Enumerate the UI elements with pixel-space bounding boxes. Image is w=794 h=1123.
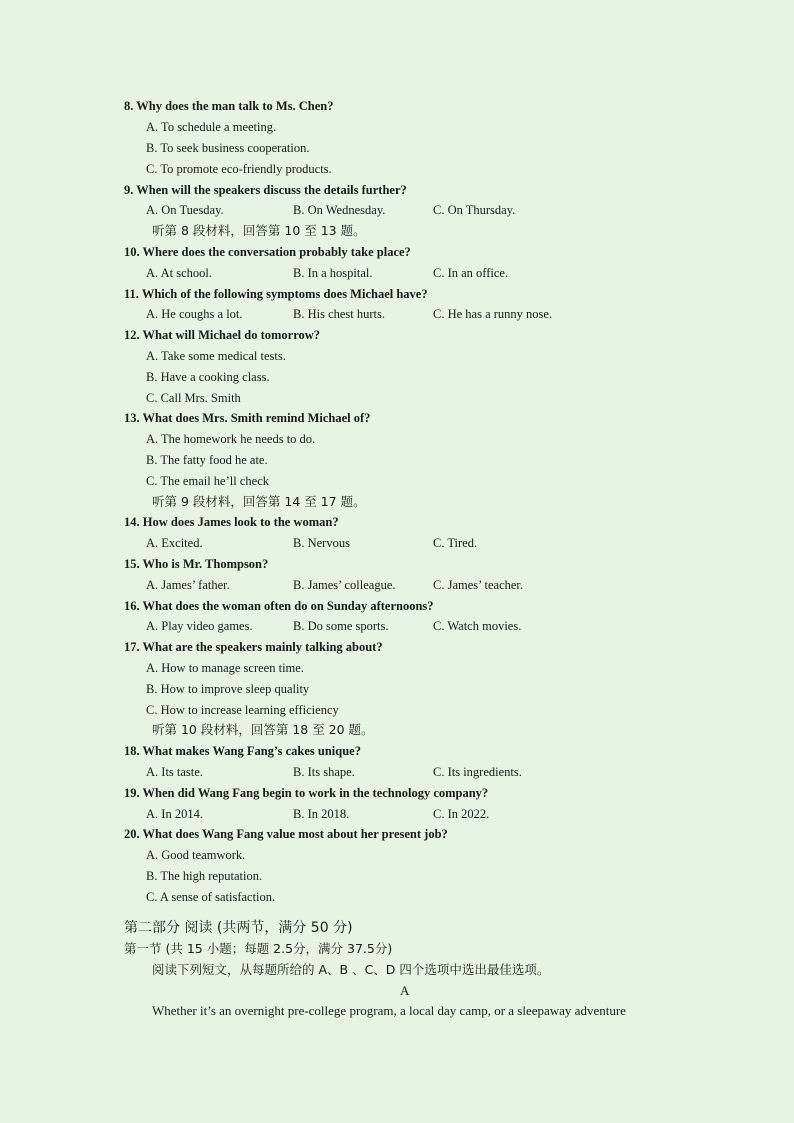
question-16: 16. What does the woman often do on Sunday afternoons? [124, 599, 434, 613]
q11-option-c: C. He has a runny nose. [433, 307, 553, 321]
q13-option-b: B. The fatty food he ate. [146, 453, 268, 467]
question-20: 20. What does Wang Fang value most about her present job? [124, 827, 448, 841]
question-14: 14. How does James look to the woman? [124, 515, 339, 529]
q14-option-a: A. Excited. [146, 536, 203, 550]
q17-option-c: C. How to increase learning efficiency [146, 703, 339, 717]
q8-option-c: C. To promote eco-friendly products. [146, 162, 332, 176]
q19-option-b: B. In 2018. [293, 807, 350, 821]
q15-option-c: C. James’ teacher. [433, 578, 524, 592]
q9-option-a: A. On Tuesday. [146, 203, 224, 217]
q18-option-c: C. Its ingredients. [433, 765, 522, 779]
part-2-title: 第二部分 阅读 (共两节，满分 50 分) [124, 920, 353, 936]
q16-option-a: A. Play video games. [146, 619, 253, 633]
section-10-instruction: 听第 10 段材料，回答第 18 至 20 题。 [152, 722, 374, 737]
q12-option-a: A. Take some medical tests. [146, 349, 286, 363]
question-11: 11. Which of the following symptoms does Michael have? [124, 287, 428, 301]
q18-option-a: A. Its taste. [146, 765, 203, 779]
q20-option-c: C. A sense of satisfaction. [146, 890, 276, 904]
question-8: 8. Why does the man talk to Ms. Chen? [124, 99, 334, 113]
q17-option-b: B. How to improve sleep quality [146, 682, 310, 696]
passage-text: Whether it’s an overnight pre-college program, a local day camp, or a sleepaway adventure [152, 1003, 626, 1018]
q12-option-b: B. Have a cooking class. [146, 370, 270, 384]
q8-option-b: B. To seek business cooperation. [146, 141, 310, 155]
q10-option-a: A. At school. [146, 266, 212, 280]
section-9-instruction: 听第 9 段材料，回答第 14 至 17 题。 [152, 494, 366, 509]
q19-option-c: C. In 2022. [433, 807, 490, 821]
q12-option-c: C. Call Mrs. Smith [146, 391, 241, 405]
question-17: 17. What are the speakers mainly talking about? [124, 640, 383, 654]
reading-instruction: 阅读下列短文，从每题所给的 A、B 、C、D 四个选项中选出最佳选项。 [152, 962, 550, 977]
q9-option-c: C. On Thursday. [433, 203, 516, 217]
q13-option-a: A. The homework he needs to do. [146, 432, 316, 446]
q16-option-b: B. Do some sports. [293, 619, 389, 633]
q16-option-c: C. Watch movies. [433, 619, 522, 633]
question-10: 10. Where does the conversation probably take place? [124, 245, 411, 259]
q15-option-a: A. James’ father. [146, 578, 230, 592]
q13-option-c: C. The email he’ll check [146, 474, 269, 488]
question-13: 13. What does Mrs. Smith remind Michael of? [124, 411, 371, 425]
q19-option-a: A. In 2014. [146, 807, 203, 821]
passage-label: A [400, 983, 410, 998]
q11-option-b: B. His chest hurts. [293, 307, 386, 321]
q17-option-a: A. How to manage screen time. [146, 661, 304, 675]
q18-option-b: B. Its shape. [293, 765, 355, 779]
section-8-instruction: 听第 8 段材料，回答第 10 至 13 题。 [152, 223, 366, 238]
q14-option-c: C. Tired. [433, 536, 478, 550]
question-15: 15. Who is Mr. Thompson? [124, 557, 269, 571]
q10-option-b: B. In a hospital. [293, 266, 373, 280]
question-9: 9. When will the speakers discuss the details further? [124, 183, 407, 197]
q14-option-b: B. Nervous [293, 536, 350, 550]
part-2-section-1: 第一节 (共 15 小题；每题 2.5分，满分 37.5分) [124, 941, 393, 956]
q15-option-b: B. James’ colleague. [293, 578, 396, 592]
question-18: 18. What makes Wang Fang’s cakes unique? [124, 744, 361, 758]
q10-option-c: C. In an office. [433, 266, 509, 280]
q8-option-a: A. To schedule a meeting. [146, 120, 277, 134]
q20-option-a: A. Good teamwork. [146, 848, 246, 862]
question-19: 19. When did Wang Fang begin to work in the technology company? [124, 786, 489, 800]
q9-option-b: B. On Wednesday. [293, 203, 386, 217]
question-12: 12. What will Michael do tomorrow? [124, 328, 321, 342]
q20-option-b: B. The high reputation. [146, 869, 263, 883]
q11-option-a: A. He coughs a lot. [146, 307, 243, 321]
